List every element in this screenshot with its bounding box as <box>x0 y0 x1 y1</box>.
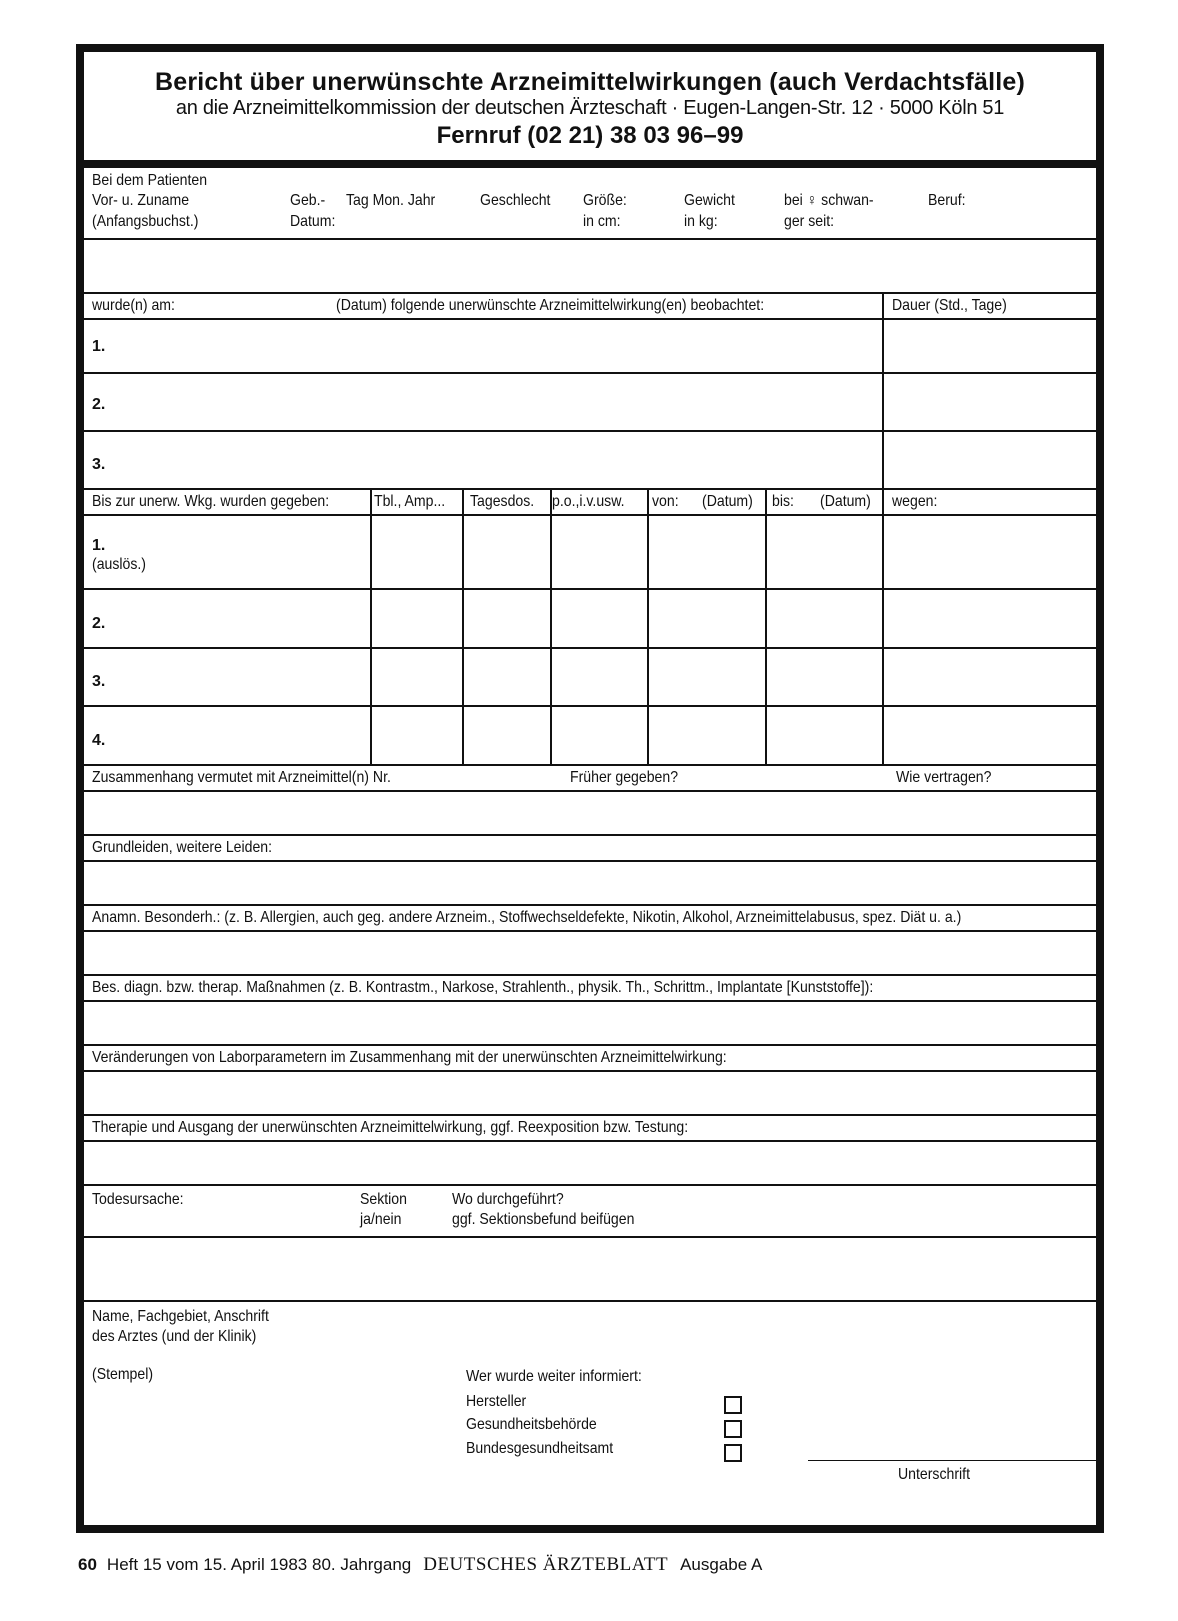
divider <box>84 1000 1096 1002</box>
drug-row-1-note: (auslös.) <box>92 556 146 573</box>
divider <box>84 238 1096 240</box>
patient-intro: Bei dem Patienten <box>92 172 208 189</box>
form-header <box>84 52 1096 168</box>
drug-row-2: 2. <box>92 615 106 632</box>
stamp-label: (Stempel) <box>92 1366 154 1383</box>
duration-label: Dauer (Std., Tage) <box>892 297 1007 314</box>
pregnancy-label-2: ger seit: <box>784 213 835 230</box>
observed-text: (Datum) folgende unerwünschte Arzneimittelwirkung(en) beobachtet: <box>336 297 765 314</box>
col-to-date: (Datum) <box>820 493 871 510</box>
col-from-date: (Datum) <box>702 493 753 510</box>
form-phone: Fernruf (02 21) 38 03 96–99 <box>436 122 744 149</box>
issue-info: Heft 15 vom 15. April 1983 80. Jahrgang <box>106 1555 412 1574</box>
divider <box>84 705 1096 707</box>
journal-name: DEUTSCHES ÄRZTEBLATT <box>423 1554 669 1575</box>
federal-office-checkbox[interactable] <box>724 1444 742 1462</box>
column-line <box>370 488 372 764</box>
previously-given-label: Früher gegeben? <box>570 769 679 786</box>
height-label-2: in cm: <box>583 213 621 230</box>
drug-row-4: 4. <box>92 732 106 749</box>
divider <box>84 372 1096 374</box>
therapy-label: Therapie und Ausgang der unerwünschten Arzneimittelwirkung, ggf. Reexposition bzw. Testung: <box>92 1119 689 1136</box>
underlying-disease-label: Grundleiden, weitere Leiden: <box>92 839 273 856</box>
drug-row-1: 1. <box>92 537 106 554</box>
divider <box>84 430 1096 432</box>
col-form: Tbl., Amp... <box>374 493 446 510</box>
birth-date-parts: Tag Mon. Jahr <box>346 192 436 209</box>
form-title: Bericht über unerwünschte Arzneimittelwirkungen (auch Verdachtsfälle) <box>154 68 1025 96</box>
duration-column-line <box>882 292 884 488</box>
informed-label: Wer wurde weiter informiert: <box>466 1368 642 1385</box>
column-line <box>462 488 464 764</box>
birth-label-1: Geb.- <box>290 192 326 209</box>
weight-label-1: Gewicht <box>684 192 735 209</box>
lab-label: Veränderungen von Laborparametern im Zusammenhang mit der unerwünschten Arzneimittelwirkung: <box>92 1049 727 1066</box>
option-federal-office: Bundesgesundheitsamt <box>466 1440 614 1457</box>
sex-label: Geschlecht <box>480 192 551 209</box>
autopsy-label-2: ja/nein <box>360 1211 402 1228</box>
divider <box>84 488 1096 490</box>
divider <box>84 318 1096 320</box>
option-health-authority: Gesundheitsbehörde <box>466 1416 597 1433</box>
divider <box>84 292 1096 294</box>
edition-label: Ausgabe A <box>680 1555 763 1574</box>
observed-on-label: wurde(n) am: <box>92 297 175 314</box>
autopsy-where-1: Wo durchgeführt? <box>452 1191 564 1208</box>
relation-label: Zusammenhang vermutet mit Arzneimittel(n) Nr. <box>92 769 391 786</box>
column-line <box>882 488 884 764</box>
divider <box>84 1140 1096 1142</box>
manufacturer-checkbox[interactable] <box>724 1396 742 1414</box>
divider <box>84 1300 1096 1302</box>
divider <box>84 647 1096 649</box>
divider <box>84 790 1096 792</box>
form-address: an die Arzneimittelkommission der deutschen Ärzteschaft · Eugen-Langen-Str. 12 · 5000 Köln 51 <box>175 97 1005 119</box>
divider <box>84 1070 1096 1072</box>
col-reason: wegen: <box>892 493 938 510</box>
drugs-given-label: Bis zur unerw. Wkg. wurden gegeben: <box>92 493 330 510</box>
col-dose: Tagesdos. <box>470 493 535 510</box>
divider <box>84 588 1096 590</box>
col-from: von: <box>652 493 679 510</box>
doctor-label-1: Name, Fachgebiet, Anschrift <box>92 1308 269 1325</box>
divider <box>84 1184 1096 1186</box>
divider <box>84 974 1096 976</box>
column-line <box>647 488 649 764</box>
divider <box>84 860 1096 862</box>
death-cause-label: Todesursache: <box>92 1191 184 1208</box>
option-manufacturer: Hersteller <box>466 1393 527 1410</box>
doctor-label-2: des Arztes (und der Klinik) <box>92 1328 257 1345</box>
health-authority-checkbox[interactable] <box>724 1420 742 1438</box>
effect-row-3: 3. <box>92 456 106 473</box>
height-label-1: Größe: <box>583 192 627 209</box>
effect-row-1: 1. <box>92 338 106 355</box>
divider <box>84 904 1096 906</box>
measures-label: Bes. diagn. bzw. therap. Maßnahmen (z. B. Kontrastm., Narkose, Strahlenth., physik. Th., Schrittm., Implantate [Kunststoffe]): <box>92 979 874 996</box>
autopsy-where-2: ggf. Sektionsbefund beifügen <box>452 1211 635 1228</box>
signature-label: Unterschrift <box>898 1466 970 1483</box>
name-label-2: (Anfangsbuchst.) <box>92 213 199 230</box>
drug-row-3: 3. <box>92 673 106 690</box>
autopsy-label-1: Sektion <box>360 1191 407 1208</box>
effect-row-2: 2. <box>92 396 106 413</box>
divider <box>84 1044 1096 1046</box>
birth-label-2: Datum: <box>290 213 336 230</box>
divider <box>84 834 1096 836</box>
divider <box>84 1114 1096 1116</box>
page-footer <box>78 1554 762 1576</box>
tolerated-label: Wie vertragen? <box>896 769 992 786</box>
divider <box>84 514 1096 516</box>
page-number: 60 <box>78 1555 97 1574</box>
weight-label-2: in kg: <box>684 213 718 230</box>
column-line <box>550 488 552 764</box>
divider <box>84 1236 1096 1238</box>
divider <box>84 764 1096 766</box>
pregnancy-label-1: bei ♀ schwan- <box>784 192 874 209</box>
signature-line <box>808 1460 1096 1461</box>
column-line <box>765 488 767 764</box>
col-to: bis: <box>772 493 794 510</box>
job-label: Beruf: <box>928 192 966 209</box>
name-label-1: Vor- u. Zuname <box>92 192 190 209</box>
col-route: p.o.,i.v.usw. <box>552 493 625 510</box>
divider <box>84 930 1096 932</box>
anamnesis-label: Anamn. Besonderh.: (z. B. Allergien, auch geg. andere Arzneim., Stoffwechseldefekte, Nikotin, Alkohol, Arzneimittelabusus, spez. Diät u. a.) <box>92 909 962 926</box>
